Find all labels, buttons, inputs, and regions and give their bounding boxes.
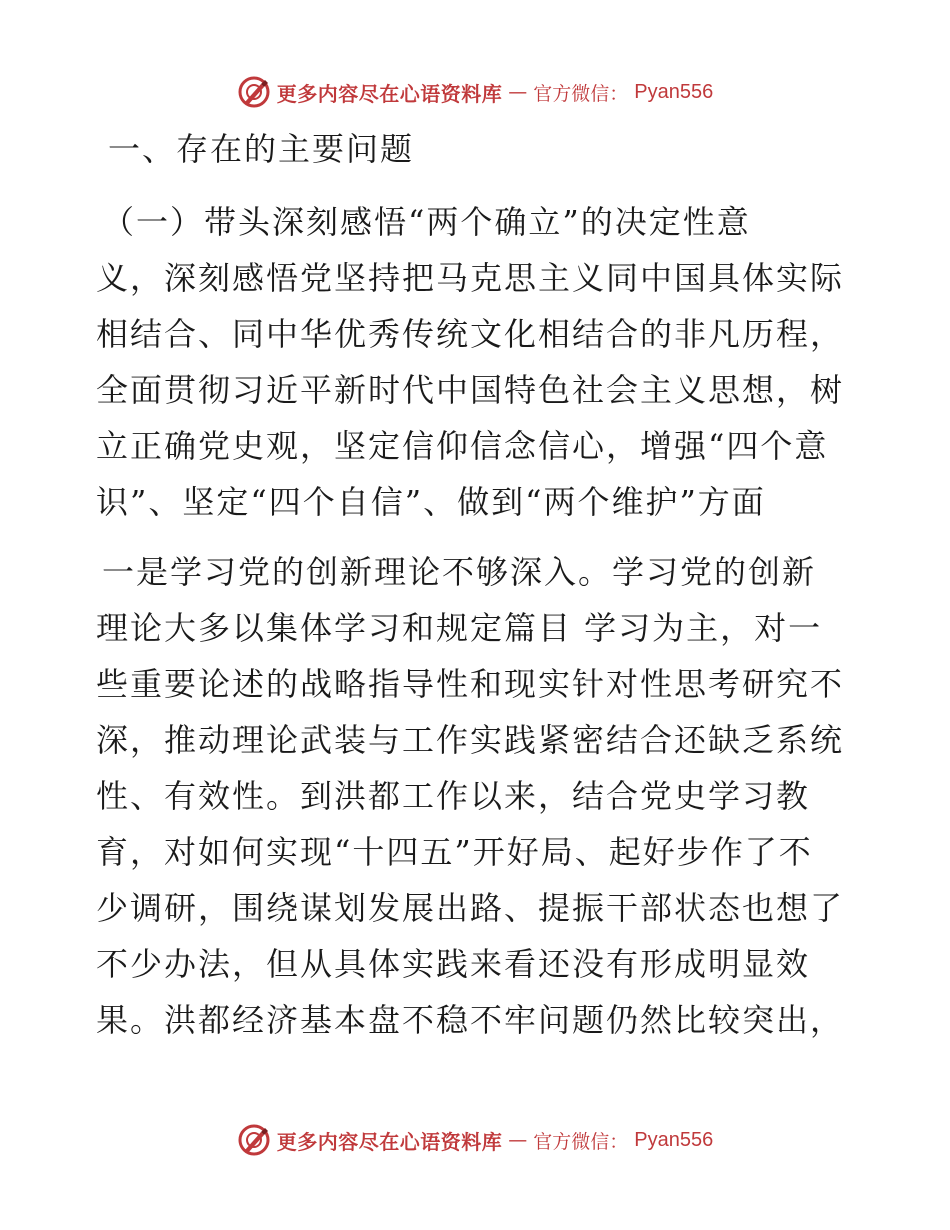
paragraph-line: 些重要论述的战略指导性和现实针对性思考研究不 [96, 665, 845, 703]
paragraph-line: （一）带头深刻感悟“两个确立”的决定性意 [102, 203, 751, 241]
paragraph-line: 全面贯彻习近平新时代中国特色社会主义思想，树 [96, 371, 845, 409]
paragraph-line: 深，推动理论武装与工作实践紧密结合还缺乏系统 [96, 721, 845, 759]
paragraph-line: 不少办法，但从具体实践来看还没有形成明显效 [96, 945, 811, 983]
banner-main-text: 更多内容尽在心语资料库 [276, 1129, 503, 1154]
banner-main-text: 更多内容尽在心语资料库 [276, 81, 503, 106]
paragraph-line: 理论大多以集体学习和规定篇目 学习为主，对一 [96, 609, 823, 647]
paragraph-line: 立正确党史观，坚定信仰信念信心，增强“四个意 [96, 427, 829, 465]
paragraph-line: 识”、坚定“四个自信”、做到“两个维护”方面 [96, 483, 766, 521]
banner-wechat-id: Pyan556 [634, 80, 714, 103]
paragraph-line: 义，深刻感悟党坚持把马克思主义同中国具体实际 [96, 259, 845, 297]
banner-dash: — [508, 81, 528, 103]
pen-logo-icon [237, 1123, 271, 1157]
header-watermark-banner [0, 72, 950, 112]
body-paragraph [96, 544, 856, 1048]
banner-wechat-label: 官方微信： [533, 82, 629, 105]
paragraph-line: 性、有效性。到洪都工作以来，结合党史学习教 [96, 777, 811, 815]
section-heading: 一、存在的主要问题 [108, 130, 415, 168]
banner-wechat-id: Pyan556 [634, 1128, 714, 1151]
paragraph-line: 相结合、同中华优秀传统文化相结合的非凡历程， [96, 315, 845, 353]
subsection-paragraph [96, 194, 856, 530]
banner-dash: — [508, 1129, 528, 1151]
banner-wechat-label: 官方微信： [533, 1130, 629, 1153]
paragraph-line: 少调研，围绕谋划发展出路、提振干部状态也想了 [96, 889, 845, 927]
paragraph-line: 果。洪都经济基本盘不稳不牢问题仍然比较突出， [96, 1001, 845, 1039]
document-body [96, 118, 856, 1048]
paragraph-line: 一是学习党的创新理论不够深入。学习党的创新 [102, 553, 817, 591]
footer-watermark-banner [0, 1120, 950, 1160]
paragraph-line: 育，对如何实现“十四五”开好局、起好步作了不 [96, 833, 813, 871]
pen-logo-icon [237, 75, 271, 109]
